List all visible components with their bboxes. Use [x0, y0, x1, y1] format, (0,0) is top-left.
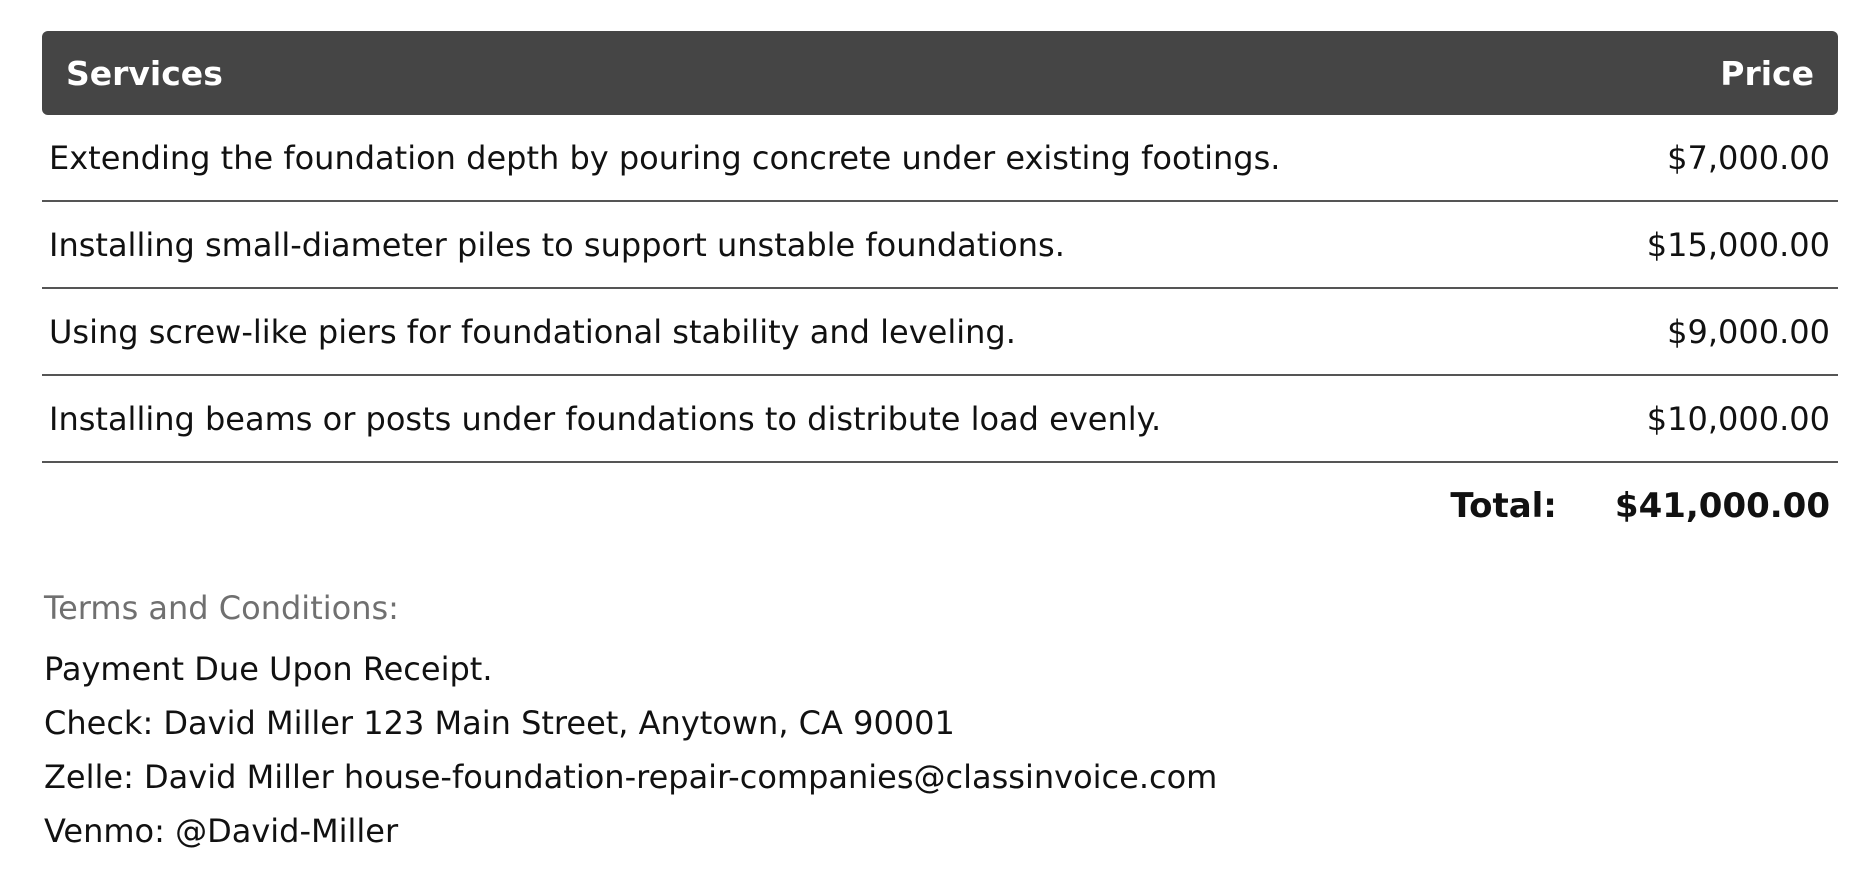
table-row	[42, 202, 1838, 289]
service-description: Using screw-like piers for foundational stability and leveling.	[49, 312, 1016, 351]
table-header	[42, 31, 1838, 115]
total-value: $41,000.00	[1614, 486, 1830, 526]
zelle-payment-line: Zelle: David Miller house-foundation-repair-companies@classinvoice.com	[44, 758, 1218, 796]
service-description: Installing beams or posts under foundations to distribute load evenly.	[49, 399, 1162, 438]
services-column-header: Services	[66, 53, 223, 93]
service-description: Installing small-diameter piles to support unstable foundations.	[49, 225, 1065, 264]
service-price: $15,000.00	[1646, 225, 1830, 264]
services-table	[42, 31, 1838, 549]
venmo-payment-line: Venmo: @David-Miller	[44, 812, 399, 850]
price-column-header: Price	[1720, 53, 1814, 93]
table-row	[42, 289, 1838, 376]
check-payment-line: Check: David Miller 123 Main Street, Anytown, CA 90001	[44, 704, 955, 742]
payment-due-line: Payment Due Upon Receipt.	[44, 650, 493, 688]
total-label: Total:	[1450, 486, 1557, 526]
service-price: $9,000.00	[1667, 312, 1830, 351]
terms-heading: Terms and Conditions:	[44, 589, 399, 627]
terms-and-conditions	[44, 586, 1217, 858]
service-price: $10,000.00	[1646, 399, 1830, 438]
table-row	[42, 376, 1838, 463]
table-row	[42, 115, 1838, 202]
service-price: $7,000.00	[1667, 138, 1830, 177]
total-row	[42, 463, 1838, 549]
service-description: Extending the foundation depth by pouring concrete under existing footings.	[49, 138, 1281, 177]
